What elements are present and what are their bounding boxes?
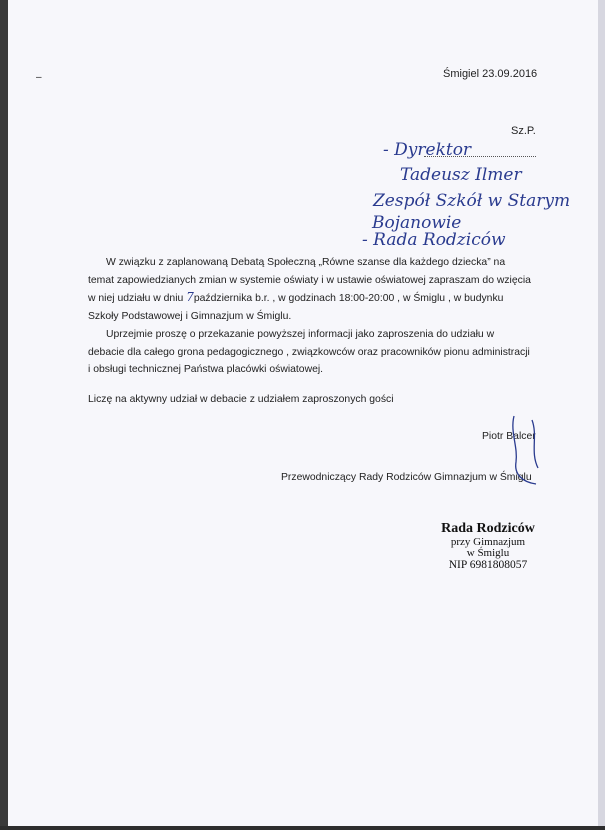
scan-speck: – (36, 72, 42, 83)
signature-scribble (508, 412, 544, 494)
dotted-line (424, 156, 536, 157)
signatory-name: Piotr Balcer (482, 431, 536, 442)
stamp-nip: NIP 6981808057 (448, 559, 528, 571)
official-stamp (428, 521, 548, 572)
stamp-line-2: w Śmiglu (466, 547, 510, 559)
paragraph-invitation (88, 254, 533, 326)
signatory-role: Przewodniczący Rady Rodziców Gimnazjum w Śmiglu (281, 472, 532, 483)
stamp-title: Rada Rodziców (441, 521, 535, 536)
handwritten-day: 7 (186, 290, 194, 305)
addressee-line-1: - Dyrektor (383, 140, 472, 160)
stamp-line-1: przy Gimnazjum (450, 536, 526, 548)
scan-edge-right (598, 0, 605, 830)
paragraph-request: Uprzejmie proszę o przekazanie powyższej informacji jako zaproszenia do udziału w debacie dla całego grona pedagogicznego , związkowców oraz pracowników pionu administracji i obsługi technicznej Państwa placówki oświatowej. (88, 329, 530, 376)
paragraph-invitation-end: października b.r. , w godzinach 18:00-20:00 , w Śmiglu , w budynku Szkoły Podstawowej i Gimnazjum w Śmiglu. (88, 293, 504, 323)
addressee-line-4: Bojanowie (372, 213, 462, 233)
paragraph-invitation-start: W związku z zaplanowaną Debatą Społeczną „Równe szanse dla każdego dziecka” na temat zapowiedzianych zmian w systemie oświaty i w ustawie oświatowej zapraszam do wzięcia w niej udziału w dniu (88, 257, 531, 305)
addressee-line-2: Tadeusz Ilmer (400, 165, 522, 185)
date-line: Śmigiel 23.09.2016 (443, 68, 538, 80)
paragraph-closing: Liczę na aktywny udział w debacie z udziałem zaproszonych gości (88, 394, 394, 405)
scan-edge-bottom (0, 826, 605, 830)
addressee-line-3: Zespół Szkół w Starym (373, 191, 571, 211)
salutation: Sz.P. (511, 125, 536, 137)
scan-edge-left (0, 0, 8, 830)
addressee-line-5: - Rada Rodziców (362, 230, 506, 250)
